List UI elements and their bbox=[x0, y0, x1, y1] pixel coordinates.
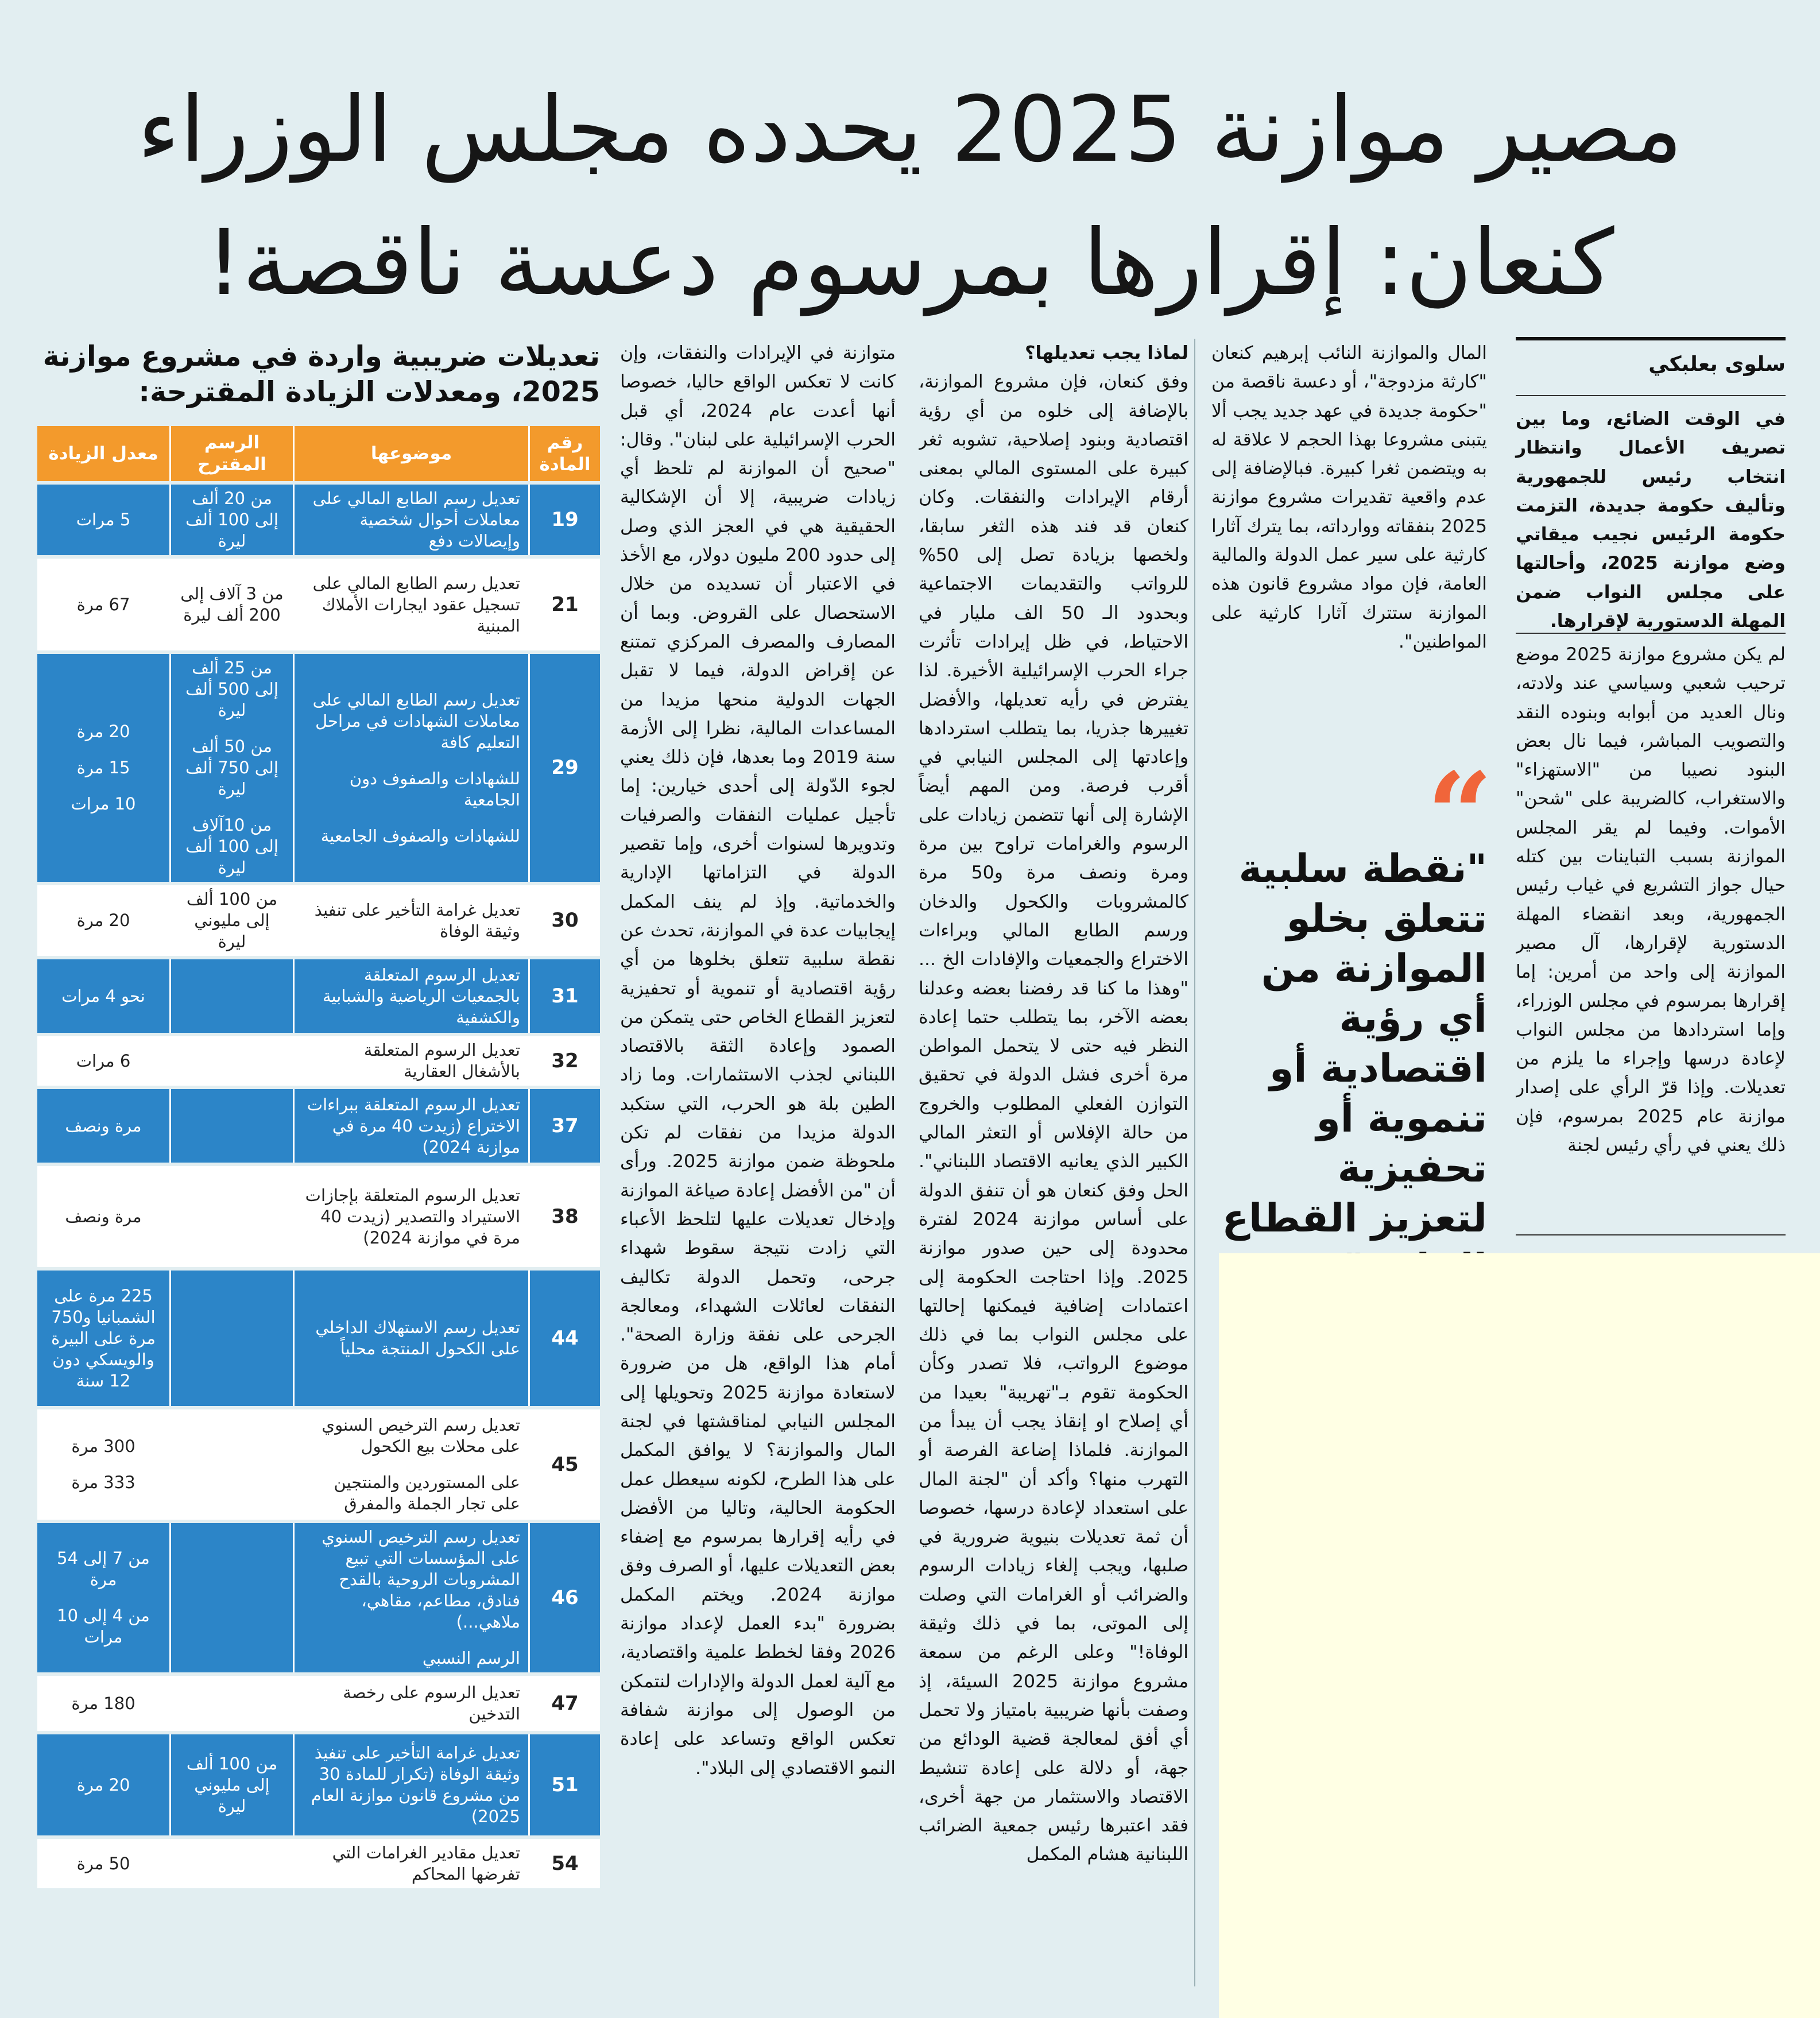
article-number-cell: 30 bbox=[528, 885, 600, 956]
increase-rate-cell bbox=[37, 559, 169, 650]
proposed-fee-cell bbox=[169, 654, 293, 882]
subject-cell bbox=[293, 559, 528, 650]
table-row bbox=[37, 654, 600, 882]
subject-cell bbox=[293, 1036, 528, 1086]
article-column-4 bbox=[620, 339, 896, 1992]
increase-rate-cell-line: 20 مرة bbox=[76, 911, 130, 930]
increase-rate-cell bbox=[37, 1166, 169, 1267]
subject-cell bbox=[293, 654, 528, 882]
subject-cell-line: تعديل الرسوم المتعلقة ببراءات الاختراع (زيدت 40 مرة في موازنة 2024) bbox=[307, 1094, 520, 1157]
increase-rate-cell-line: 180 مرة bbox=[71, 1693, 135, 1713]
author-byline: سلوى بعلبكي bbox=[1648, 353, 1786, 376]
column-1-body: لم يكن مشروع موازنة 2025 موضع ترحيب شعبي وسياسي عند ولادته، ونال العديد من أبوابه وبنوده النقد والتصويب المباشر، فيما نال بعض البنود نصيبا من "الاستهزاء" والاستغراب، كالضريبة على "شحن" الأموات. وفيما لم يقر المجلس الموازنة بسبب التباينات بين كتله حيال جواز التشريع في غياب رئيس الجمهورية، وبعد انقضاء المهلة الدستورية لإقرارها، آل مصير الموازنة إلى واحد من أمرين: إما إقرارها بمرسوم في مجلس الوزراء، وإما استردادها من مجلس النواب لإعادة درسها وإجراء ما يلزم من تعديلات. وإذا قرّ الرأي على إصدار موازنة عام 2025 بمرسوم، فإن ذلك يعني في رأي رئيس لجنة bbox=[1516, 644, 1786, 1156]
increase-rate-cell-line: 225 مرة على الشمبانيا و750 مرة على البيرة والويسكي دون 12 سنة bbox=[51, 1285, 156, 1390]
proposed-fee-cell bbox=[169, 1839, 293, 1888]
increase-rate-cell-line: 67 مرة bbox=[76, 594, 130, 614]
subject-cell-line: تعديل رسم الترخيص السنوي على محلات بيع الكحول bbox=[322, 1415, 520, 1456]
table-row bbox=[37, 485, 600, 555]
subject-cell-line: تعديل الرسوم المتعلقة بإجازات الاستيراد والتصدير (زيدت 40 مرة في موازنة 2024) bbox=[305, 1185, 520, 1248]
increase-rate-cell bbox=[37, 1676, 169, 1731]
article-number-cell: 54 bbox=[528, 1839, 600, 1888]
article-lead: في الوقت الضائع، وما بين تصريف الأعمال وانتظار انتخاب رئيس للجمهورية وتأليف حكومة جديدة، التزمت حكومة الرئيس نجيب ميقاتي وضع موازنة 2025، وأحالتها على مجلس النواب ضمن المهلة الدستورية لإقرارها. bbox=[1516, 409, 1786, 632]
proposed-fee-cell bbox=[169, 485, 293, 555]
table-row bbox=[37, 1036, 600, 1086]
article-number-cell: 45 bbox=[528, 1409, 600, 1520]
increase-rate-cell bbox=[37, 1839, 169, 1888]
column-1-end-rule bbox=[1516, 1234, 1786, 1235]
subject-cell-line: تعديل غرامة التأخير على تنفيذ وثيقة الوفاة bbox=[314, 900, 520, 941]
increase-rate-cell bbox=[37, 1523, 169, 1672]
proposed-fee-cell bbox=[169, 559, 293, 650]
table-row bbox=[37, 1089, 600, 1163]
tax-table-box bbox=[37, 339, 600, 1892]
proposed-fee-cell bbox=[169, 885, 293, 956]
table-row bbox=[37, 1839, 600, 1888]
subject-cell-line: تعديل مقادير الغرامات التي تفرضها المحاكم bbox=[332, 1843, 520, 1884]
table-row bbox=[37, 885, 600, 956]
subject-cell bbox=[293, 1089, 528, 1163]
article-number-cell: 51 bbox=[528, 1734, 600, 1835]
proposed-fee-cell-line: من 50 ألف إلى 750 ألف ليرة bbox=[185, 737, 278, 799]
subject-cell-line: تعديل الرسوم المتعلقة بالأشغال العقارية bbox=[363, 1040, 520, 1081]
tax-table-body bbox=[37, 485, 600, 1888]
article-number-cell: 37 bbox=[528, 1089, 600, 1163]
increase-rate-cell-line: 5 مرات bbox=[76, 510, 131, 529]
subject-cell bbox=[293, 959, 528, 1033]
subject-cell bbox=[293, 1271, 528, 1406]
table-row bbox=[37, 1271, 600, 1406]
subject-cell bbox=[293, 1734, 528, 1835]
subject-cell-line: تعديل رسم الطابع المالي على تسجيل عقود ايجارات الأملاك المبنية bbox=[312, 573, 520, 636]
table-row bbox=[37, 1676, 600, 1731]
increase-rate-cell bbox=[37, 654, 169, 882]
proposed-fee-cell bbox=[169, 1271, 293, 1406]
article-column-1 bbox=[1516, 640, 1786, 1214]
subject-cell-line: تعديل الرسوم المتعلقة بالجمعيات الرياضية والشبابية والكشفية bbox=[323, 965, 520, 1027]
table-row bbox=[37, 959, 600, 1033]
increase-rate-cell bbox=[37, 1734, 169, 1835]
increase-rate-cell-line: 50 مرة bbox=[76, 1853, 130, 1873]
column-3-subheading: لماذا يجب تعديلها؟ bbox=[1025, 343, 1188, 363]
article-number-cell: 38 bbox=[528, 1166, 600, 1267]
increase-rate-cell bbox=[37, 959, 169, 1033]
increase-rate-cell-line: من 7 إلى 54 مرة bbox=[57, 1548, 150, 1589]
lead-rule bbox=[1516, 633, 1786, 634]
subject-cell-line: تعديل غرامة التأخير على تنفيذ وثيقة الوفاة (تكرار للمادة 30 من مشروع قانون موازنة العام 2025) bbox=[311, 1743, 520, 1826]
subject-cell-line: تعديل الرسوم على رخصة التدخين bbox=[343, 1683, 520, 1723]
increase-rate-cell-line: مرة ونصف bbox=[65, 1206, 142, 1226]
column-3-body: وفق كنعان، فإن مشروع الموازنة، بالإضافة إلى خلوه من أي رؤية اقتصادية وبنود إصلاحية، تشوبه ثغر كبيرة على المستوى المالي بمعنى أرقام الإيرادات والنفقات. وكان كنعان قد فند هذه الثغر سابقا، ولخصها بزيادة تصل إلى 50% للرواتب والتقديمات الاجتماعية وبحدود الـ 50 الف مليار في الاحتياط، في ظل إيرادات تأثرت جراء الحرب الإسرائيلية الأخيرة. لذا يفترض في رأيه تعديلها، والأفضل تغييرها جذريا، بما يتطلب استردادها وإعادتها إلى المجلس النيابي في أقرب فرصة. ومن المهم أيضاً الإشارة إلى أنها تتضمن زيادات على الرسوم والغرامات تراوح بين مرة ومرة ونصف مرة و50 مرة كالمشروبات والكحول والدخان ورسم الطابع المالي وبراءات الاختراع والجمعيات والإفادات الخ ... "وهذا ما كنا قد رفضنا بعضه وعدلنا بعضه الآخر، بما يتطلب حتما إعادة النظر فيه حتى لا يتحمل المواطن مرة أخرى فشل الدولة في تحقيق التوازن الفعلي المطلوب والخروج من حالة الإفلاس أو التعثر المالي الكبير الذي يعانيه الاقتصاد اللبناني". الحل وفق كنعان هو أن تنفق الدولة على أساس موازنة 2024 لفترة محدودة إلى حين صدور موازنة 2025. وإذا احتاجت الحكومة إلى اعتمادات إضافية فيمكنها إحالتها على مجلس النواب بما في ذلك موضوع الرواتب، فلا تصدر وكأن الحكومة تقوم بـ"تهريبة" بعيدا من أي إصلاح او إنقاذ يجب أن يبدأ من الموازنة. فلماذا إضاعة الفرصة أو التهرب منها؟ وأكد أن "لجنة المال على استعداد لإعادة درسها، خصوصا أن ثمة تعديلات بنيوية ضرورية في صلبها، ويجب إلغاء زيادات الرسوم والضرائب أو الغرامات التي وصلت إلى الموتى، بما في ذلك وثيقة الوفاة!" وعلى الرغم من سمعة مشروع موازنة 2025 السيئة، إذ وصفت بأنها ضريبية بامتياز ولا تحمل أي أفق لمعالجة قضية الودائع من جهة، أو دلالة على إعادة تنشيط الاقتصاد والاستثمار من جهة أخرى، فقد اعتبرها رئيس جمعية الضرائب اللبنانية هشام المكمل bbox=[919, 371, 1188, 1865]
headline-line-1: مصير موازنة 2025 يحدده مجلس الوزراء bbox=[137, 77, 1683, 183]
column-divider bbox=[1194, 339, 1195, 1986]
header-increase-rate: معدل الزيادة bbox=[37, 426, 169, 481]
table-row bbox=[37, 1409, 600, 1520]
article-number-cell: 46 bbox=[528, 1523, 600, 1672]
subject-cell-line: تعديل رسم الترخيص السنوي على المؤسسات التي تبيع المشروبات الروحية بالقدح فنادق، مطاعم، مقاهي، ملاهي...) bbox=[322, 1527, 520, 1632]
proposed-fee-cell-line: من 100 ألف إلى مليوني ليرة bbox=[186, 889, 278, 951]
header-article-number: رقم المادة bbox=[528, 426, 600, 481]
increase-rate-cell bbox=[37, 1089, 169, 1163]
tax-table-title-line-1: تعديلات ضريبية واردة في مشروع موازنة bbox=[42, 340, 600, 373]
subject-cell-line: تعديل رسم الاستهلاك الداخلي على الكحول المنتجة محلياً bbox=[315, 1318, 520, 1358]
proposed-fee-cell-line: من 20 ألف إلى 100 ألف ليرة bbox=[185, 489, 278, 551]
increase-rate-cell bbox=[37, 1409, 169, 1520]
subject-cell bbox=[293, 885, 528, 956]
table-row bbox=[37, 1523, 600, 1672]
increase-rate-cell bbox=[37, 1271, 169, 1406]
increase-rate-cell bbox=[37, 885, 169, 956]
subject-cell-line: الرسم النسبي bbox=[422, 1648, 520, 1668]
increase-rate-cell bbox=[37, 485, 169, 555]
ad-space bbox=[1219, 1253, 1820, 2018]
article-number-cell: 19 bbox=[528, 485, 600, 555]
author-rule bbox=[1516, 337, 1786, 340]
proposed-fee-cell bbox=[169, 959, 293, 1033]
article-number-cell: 21 bbox=[528, 559, 600, 650]
proposed-fee-cell-line: من 100 ألف إلى مليوني ليرة bbox=[186, 1753, 278, 1816]
proposed-fee-cell-line: من 25 ألف إلى 500 ألف ليرة bbox=[185, 658, 278, 720]
opening-quote-icon: “ bbox=[1426, 747, 1493, 882]
increase-rate-cell-line: 20 مرة bbox=[76, 722, 130, 741]
proposed-fee-cell bbox=[169, 1523, 293, 1672]
increase-rate-cell-line: 15 مرة bbox=[76, 758, 130, 777]
subject-cell-line: للشهادات والصفوف الجامعية bbox=[320, 826, 520, 846]
article-number-cell: 47 bbox=[528, 1676, 600, 1731]
byline-rule bbox=[1516, 395, 1786, 396]
proposed-fee-cell-line: من 3 آلاف إلى 200 ألف ليرة bbox=[180, 584, 284, 625]
proposed-fee-cell bbox=[169, 1734, 293, 1835]
subject-cell bbox=[293, 1409, 528, 1520]
header-proposed-fee: الرسم المقترح bbox=[169, 426, 293, 481]
article-column-3 bbox=[919, 339, 1188, 1992]
proposed-fee-cell bbox=[169, 1036, 293, 1086]
subject-cell bbox=[293, 1839, 528, 1888]
tax-table-title-line-2: 2025، ومعدلات الزيادة المقترحة: bbox=[138, 375, 600, 408]
article-number-cell: 29 bbox=[528, 654, 600, 882]
headline bbox=[34, 63, 1786, 330]
column-2-body: المال والموازنة النائب إبرهيم كنعان "كارثة مزدوجة"، أو دعسة ناقصة من "حكومة جديدة في عهد جديد يجب ألا يتبنى مشروعا بهذا الحجم لا علاقة له به ويتضمن ثغرا كبيرة. فبالإضافة إلى عدم واقعية تقديرات مشروع موازنة 2025 بنفقاته ووارداته، بما يترك آثارا كارثية على سير عمل الدولة والمالية العامة، فإن مواد مشروع قانون هذه الموازنة ستترك آثارا كارثية على المواطنين". bbox=[1211, 343, 1487, 652]
table-row bbox=[37, 1734, 600, 1835]
increase-rate-cell-line: 10 مرات bbox=[71, 794, 136, 814]
article-number-cell: 31 bbox=[528, 959, 600, 1033]
table-row bbox=[37, 1166, 600, 1267]
subject-cell bbox=[293, 1166, 528, 1267]
increase-rate-cell-line: 6 مرات bbox=[76, 1051, 131, 1071]
subject-cell bbox=[293, 485, 528, 555]
column-4-body: متوازنة في الإيرادات والنفقات، وإن كانت لا تعكس الواقع حاليا، خصوصا أنها أعدت عام 2024، أي قبل الحرب الإسرائيلية على لبنان". وقال: "صحيح أن الموازنة لم تلحظ أي زيادات ضريبية، إلا أن الإشكالية الحقيقية هي في العجز الذي وصل إلى حدود 200 مليون دولار، مع الأخذ في الاعتبار أن تسديده من خلال الاستحصال على القروض. وبما أن المصارف والمصرف المركزي تمتنع عن إقراض الدولة، فيما لا تقبل الجهات الدولية منحها مزيدا من المساعدات المالية، نظرا إلى الأزمة سنة 2019 وما بعدها، فإن ذلك يعني لجوء الدّولة إلى أحدى خيارين: إما تأجيل عمليات النفقات والصرفيات وتدويرها لسنوات أخرى، وإما تقصير الدولة في التزاماتها الإدارية والخدماتية. وإذ لم ينف المكمل إيجابيات عدة في الموازنة، تحدث عن نقطة سلبية تتعلق بخلوها من أي رؤية اقتصادية أو تنموية أو تحفيزية لتعزيز القطاع الخاص حتى يتمكن من الصمود وإعادة الثقة بالاقتصاد اللبناني لجذب الاستثمارات. وما زاد الطين بلة هو الحرب، التي ستكبد الدولة مزيدا من نفقات لم تكن ملحوظة ضمن موازنة 2025. ورأى أن "من الأفضل إعادة صياغة الموازنة وإدخال تعديلات عليها لتلحظ الأعباء التي زادت نتيجة سقوط شهداء جرحى، وتحمل الدولة تكاليف النفقات لعائلات الشهداء، ومعالجة الجرحى على نفقة وزارة الصحة". أمام هذا الواقع، هل من ضرورة لاستعادة موازنة 2025 وتحويلها إلى المجلس النيابي لمناقشتها في لجنة المال والموازنة؟ لا يوافق المكمل على هذا الطرح، لكونه سيعطل عمل الحكومة الحالية، وتاليا من الأفضل في رأيه إقرارها بمرسوم مع إضفاء بعض التعديلات عليها، أو الصرف وفق موازنة 2024. ويختم المكمل بضرورة "بدء العمل لإعداد موازنة 2026 وفقا لخطط علمية واقتصادية، مع آلية لعمل الدولة والإدارات لنتمكن من الوصول إلى موازنة شفافة تعكس الواقع وتساعد على إعادة النمو الاقتصادي إلى البلاد". bbox=[620, 343, 896, 1779]
proposed-fee-cell-line: من 10آلاف إلى 100 ألف ليرة bbox=[185, 815, 278, 877]
table-row bbox=[37, 559, 600, 650]
header-subject: موضوعها bbox=[293, 426, 528, 481]
subject-cell-line: على المستوردين والمنتجين على تجار الجملة والمفرق bbox=[334, 1473, 520, 1513]
pull-quote: "نقطة سلبية تتعلق بخلو الموازنة من أي رؤية اقتصادية أو تنموية أو تحفيزية لتعزيز القطاع bbox=[1222, 846, 1487, 1241]
proposed-fee-cell bbox=[169, 1676, 293, 1731]
proposed-fee-cell bbox=[169, 1089, 293, 1163]
increase-rate-cell bbox=[37, 1036, 169, 1086]
tax-table-title bbox=[37, 339, 600, 410]
subject-cell-line: للشهادات والصفوف دون الجامعية bbox=[349, 768, 520, 809]
proposed-fee-cell bbox=[169, 1409, 293, 1520]
article-number-cell: 44 bbox=[528, 1271, 600, 1406]
increase-rate-cell-line: 300 مرة bbox=[71, 1436, 135, 1456]
article-column-2 bbox=[1211, 339, 1487, 706]
increase-rate-cell-line: نحو 4 مرات bbox=[61, 986, 145, 1006]
subject-cell bbox=[293, 1523, 528, 1672]
subject-cell bbox=[293, 1676, 528, 1731]
subject-cell-line: تعديل رسم الطابع المالي على معاملات أحوال شخصية وإيصالات دفع bbox=[312, 489, 520, 551]
increase-rate-cell-line: من 4 إلى 10 مرات bbox=[57, 1606, 150, 1647]
tax-table-header-row bbox=[37, 426, 600, 481]
tax-table bbox=[37, 423, 600, 1892]
article-number-cell: 32 bbox=[528, 1036, 600, 1086]
subject-cell-line: تعديل رسم الطابع المالي على معاملات الشهادات في مراحل التعليم كافة bbox=[312, 690, 520, 752]
increase-rate-cell-line: 333 مرة bbox=[71, 1473, 135, 1492]
proposed-fee-cell bbox=[169, 1166, 293, 1267]
headline-line-2: كنعان: إقرارها بمرسوم دعسة ناقصة! bbox=[206, 210, 1614, 316]
increase-rate-cell-line: 20 مرة bbox=[76, 1775, 130, 1795]
increase-rate-cell-line: مرة ونصف bbox=[65, 1115, 142, 1136]
